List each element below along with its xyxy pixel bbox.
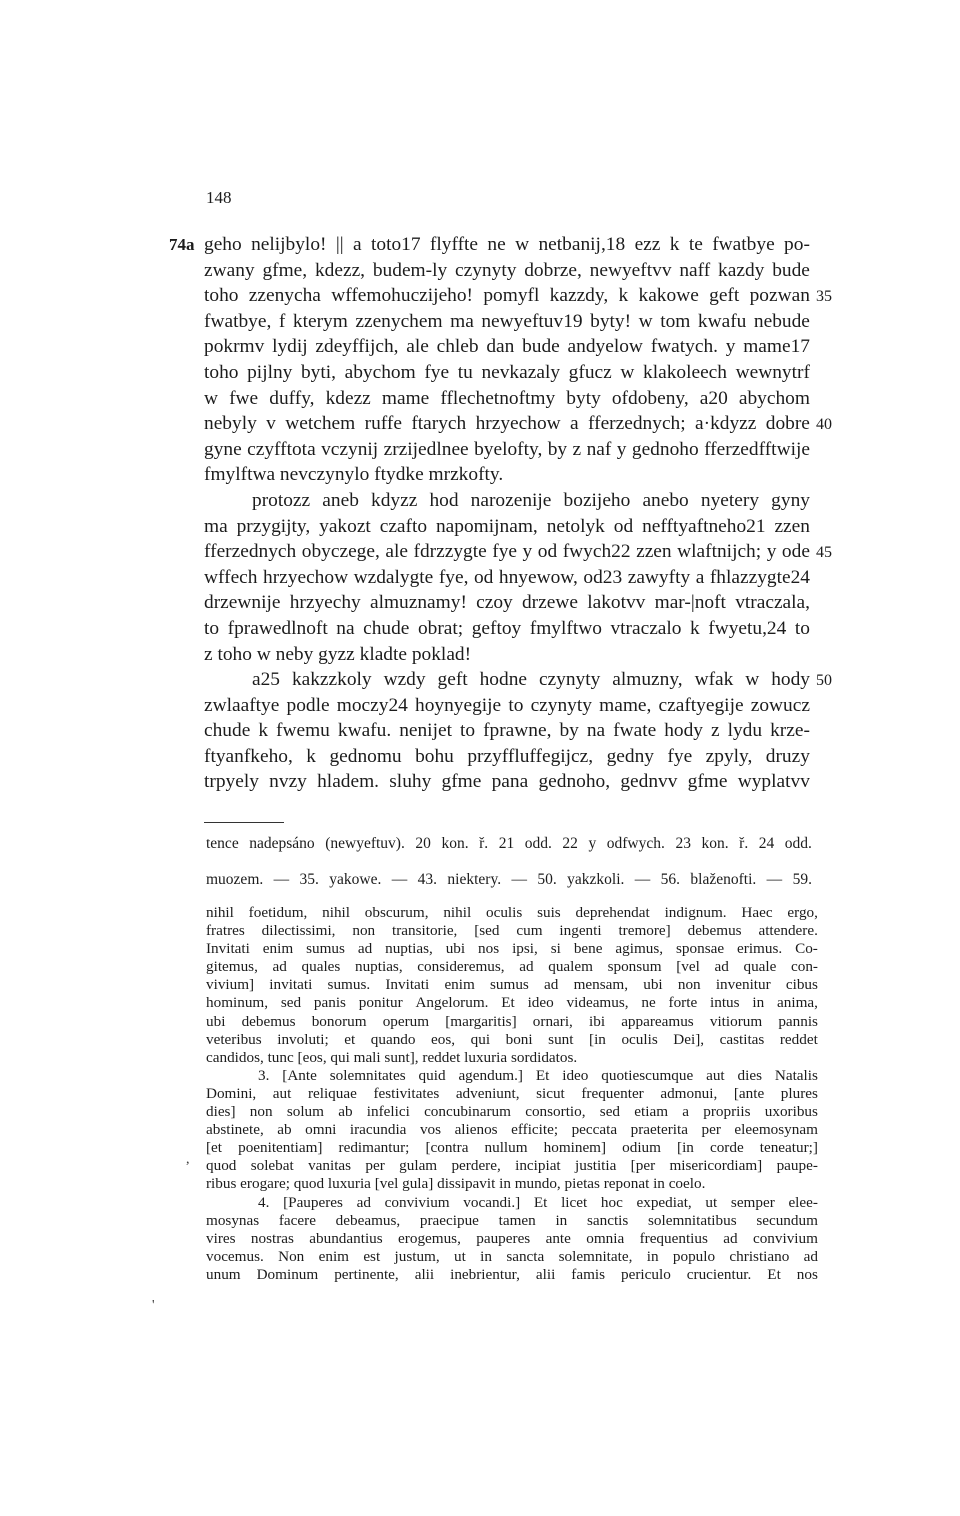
text-line: toho pijlny byti, abychom fye tu nevkazaly gfucz w klakoleech wewnytrf: [204, 361, 810, 383]
text-line: drzewnije hrzyechy almuznamy! czoy drzewe lakotvv mar-|noft vtraczala,: [204, 592, 810, 614]
text-line: a25 kakzzkoly wzdy geft hodne czynyty almuzny, wfak w hody 50: [204, 667, 810, 693]
text-line: w fwe duffy, kdezz mame fflechetnoftmy byty ofdobeny, a20 abychom: [204, 387, 810, 409]
text-line: fferzednych obyczege, ale fdrzzygte fye y od fwych22 zzen wlaftnijch; y ode 45: [204, 539, 810, 565]
line-number: 45: [816, 544, 832, 562]
margin-dot: ,: [186, 1152, 190, 1167]
page-number: 148: [206, 188, 232, 207]
text-line: fmylftwa nevczynylo ftydke mrzkofty.: [204, 464, 504, 486]
text-line: trpyely nvzy hladem. sluhy gfme pana gednoho, gednvv gfme wyplatvv: [204, 771, 810, 793]
latin-line: vires nostras abundantius erogemus, pauperes ante omnia frequentius ad convivium: [206, 1229, 818, 1247]
latin-line: Invitati enim sumus ad nuptias, ubi nos ipsi, si bene agimus, sponsae erimus. Co-: [206, 940, 818, 958]
latin-line: hominum, sed panis ponitur Angelorum. Et ideo videamus, ne forte intus in anima,: [206, 994, 818, 1012]
folio-marker: 74a: [169, 235, 195, 254]
line-number: 40: [816, 416, 832, 434]
latin-source-text: [206, 904, 818, 1284]
latin-line: Domini, aut reliquae festivitates adveniunt, sicut frequenter admonui, [ante plures: [206, 1084, 818, 1102]
footnote-rule: [204, 822, 284, 823]
text-line: protozz aneb kdyzz hod narozenije bozijeho anebo nyetery gyny: [252, 489, 810, 511]
text-line: nebyly v wetchem ruffe ftarych hrzyechow a fferzednych; a·kdyzz dobre 40: [204, 411, 810, 437]
text-line: fwatbye, f kterym zzenychem ma newyeftuv19 byty! w tom kwafu nebude: [204, 310, 810, 332]
latin-line: gitemus, ad quales nuptias, consideremus, ad qualem sponsum [vel ad quale con-: [206, 958, 818, 976]
latin-line: mosynas facere debeamus, praecipue tamen in sanctis solemnitatibus secundum: [206, 1211, 818, 1229]
latin-line: 3. [Ante solemnitates quid agendum.] Et ideo quotiescumque aut dies Natalis: [258, 1066, 818, 1084]
text-line: wffech hrzyechow wzdalygte fye, od hnyewow, od23 zawyfty a fhlazzygte24: [204, 566, 810, 588]
latin-line: 4. [Pauperes ad convivium vocandi.] Et licet hoc expediat, ut semper elee-: [258, 1193, 818, 1211]
text-line: gyne czyfftota vczynij zrzijedlnee byelofty, by z naf y gednoho fferzedfftwije: [204, 438, 810, 460]
text-line: toho zzenycha wffemohuczijeho! pomyfl kazzdy, k kakowe geft pozwan 35: [204, 283, 810, 309]
text-line: geho nelijbylo! || a toto17 flyffte ne w netbanij,18 ezz k te fwatbye po- 74a: [204, 232, 810, 258]
text-line: chude k fwemu kwafu. nenijet to fprawne, by na fwate hody z lydu krze-: [204, 720, 810, 742]
latin-line: nihil foetidum, nihil obscurum, nihil oculis suis deprehendat indignum. Haec ergo,: [206, 904, 818, 921]
latin-line: ubi debemus bonorum operum [margaritis] ornari, ibi appareamus vitiorum pannis: [206, 1012, 818, 1030]
text-line: z toho w neby gyzz kladte poklad!: [204, 643, 472, 665]
old-czech-text: [169, 232, 832, 795]
latin-line: ribus erogare; quod luxuria [vel gula] dissipavit in mundo, pietas reponat in coelo.: [206, 1175, 706, 1193]
margin-tick: ': [152, 1298, 155, 1313]
latin-line: abstinete, ab omni iracundia vos alienos efficite; peccata praeterita per eleemosynam: [206, 1121, 818, 1139]
text-line: zwlaaftye podle moczy24 hoynyegije to czynyty mame, czaftyegije zowucz: [204, 694, 810, 716]
latin-line: quod solebat vanitas per gulam perdere, incipiat justitia [per misericordiam] paupe-: [206, 1157, 818, 1175]
latin-line: vivium] invitati sumus. Invitati enim sumus ad mensam, ubi non invenitur cibus: [206, 976, 818, 994]
latin-line: veteribus involuti; et quando eos, qui boni sunt [in oculis Dei], castitas reddet: [206, 1030, 818, 1048]
latin-line: candidos, tunc [eos, qui mali sunt], reddet luxuria sordidatos.: [206, 1048, 578, 1066]
latin-line: fratres dilectissimi, non transitorie, [sed cum ingenti tremore] debemus attendere.: [206, 922, 818, 940]
text-line: ftyanfkeho, k gednomu bohu przyffluffegijcz, gedny fye zpyly, druzy: [204, 745, 810, 767]
footnote-line-2: muozem. — 35. yakowe. — 43. niektery. — 50. yakzkoli. — 56. blaženofti. — 59.: [206, 871, 812, 888]
latin-line: [et poenitentiam] redimantur; [contra nullum hominem] odium [in corde teneatur;]: [206, 1139, 818, 1157]
latin-line: unum Dominum pertinente, alii inebrientur, alii famis periculo crucientur. Et nos: [206, 1265, 818, 1283]
text-line: to fprawedlnoft na chude obrat; geftoy fmylftwo vtraczalo k fwyetu,24 to: [204, 617, 810, 639]
latin-line: dies] non solum ab infelici concubinarum consortio, sed etiam a propriis uxoribus: [206, 1103, 818, 1121]
line-number: 35: [816, 288, 832, 306]
line-number: 50: [816, 672, 832, 690]
footnote-line-1: tence nadepsáno (newyeftuv). 20 kon. ř. 21 odd. 22 y odfwych. 23 kon. ř. 24 odd.: [206, 835, 812, 852]
latin-line: vocemus. Non enim est justum, ut in sancta solemnitate, in populo christiano ad: [206, 1247, 818, 1265]
text-line: zwany gfme, kdezz, budem-ly czynyty dobrze, newyeftvv naff kazdy bude: [204, 259, 810, 281]
text-line: ma przygijty, yakozt czafto napomijnam, netolyk od nefftyaftneho21 zzen: [204, 515, 810, 537]
text-line: pokrmv lydij zdeyffijch, ale chleb dan bude andyelow fwatych. y mame17: [204, 336, 810, 358]
